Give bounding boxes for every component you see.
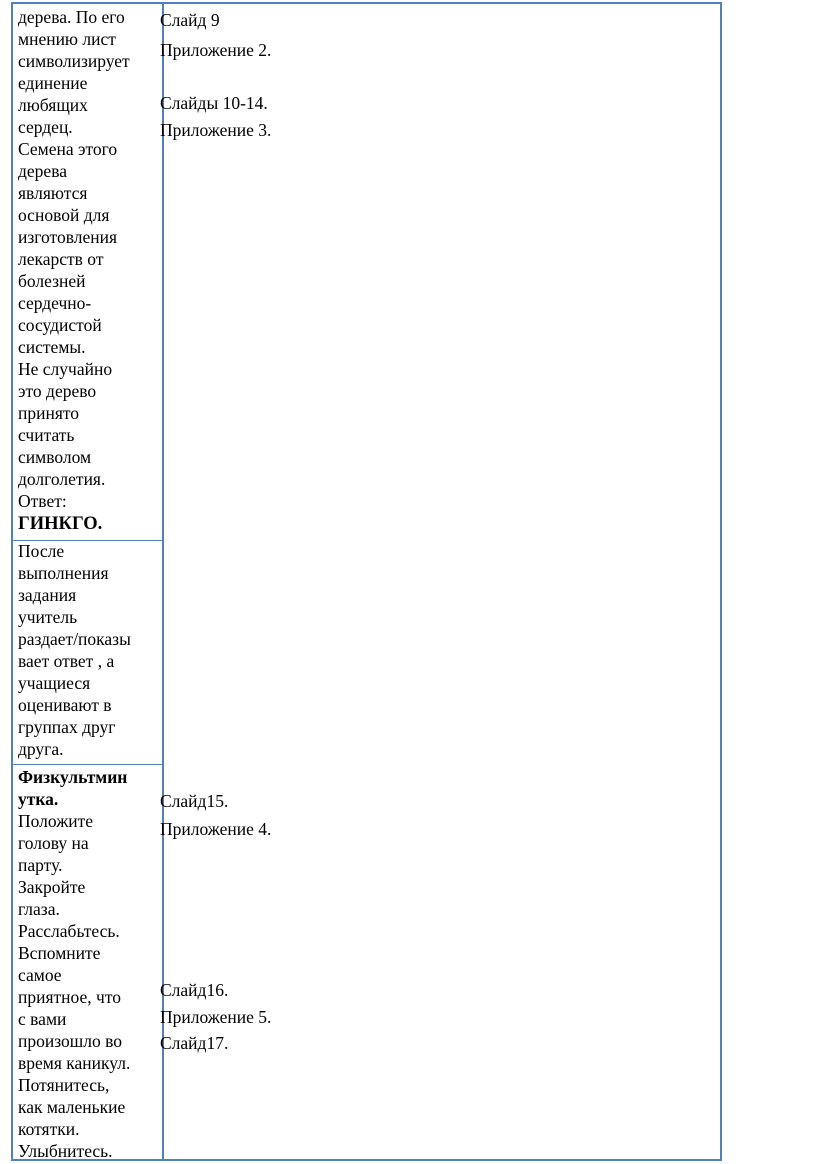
appendix-reference: Приложение 5. [160,1007,272,1027]
text-line: символизирует [18,51,130,71]
text-line: вает ответ , а [18,651,115,671]
left-text-block-1 [18,6,160,535]
text-line: Ответ: [18,491,67,511]
text-line: единение [18,73,88,93]
slide-reference: Слайд15. [160,791,229,811]
text-line: друга. [18,739,64,759]
text-line: сердечно- [18,293,92,313]
text-line: дерева [18,161,67,181]
text-line: Не случайно [18,359,113,379]
appendix-reference: Приложение 4. [160,819,272,839]
text-line: являются [18,183,88,203]
answer-text: ГИНКГО. [18,514,103,534]
text-line: время каникул. [18,1053,131,1073]
text-line: Вспомните [18,943,101,963]
row-divider-2 [13,764,162,765]
text-line: оценивают в [18,695,112,715]
text-line: учитель [18,607,78,627]
text-line: дерева. По его [18,7,125,27]
section-heading: утка. [18,789,59,809]
text-line: Закройте [18,877,86,897]
text-line: группах друг [18,717,116,737]
text-line: системы. [18,337,86,357]
text-line: Расслабьтесь. [18,921,120,941]
slide-reference: Слайды 10-14. [160,93,268,113]
text-line: как маленькие [18,1097,126,1117]
left-text-block-2 [18,540,160,760]
text-line: раздает/показы [18,629,131,649]
slide-reference: Слайд17. [160,1033,229,1053]
slide-reference: Слайд16. [160,980,229,1000]
text-line: с вами [18,1009,67,1029]
slide-reference: Слайд 9 [160,10,220,30]
text-line: самое [18,965,62,985]
text-line: произошло во [18,1031,123,1051]
text-line: Потянитесь, [18,1075,110,1095]
section-heading: Физкультмин [18,767,128,787]
text-line: голову на [18,833,89,853]
left-text-block-3 [18,766,160,1162]
text-line: это дерево [18,381,97,401]
text-line: задания [18,585,77,605]
text-line: принято [18,403,80,423]
text-line: Положите [18,811,94,831]
text-line: После [18,541,65,561]
text-line: парту. [18,855,63,875]
text-line: котятки. [18,1119,80,1139]
text-line: символом [18,447,92,467]
text-line: считать [18,425,75,445]
text-line: долголетия. [18,469,106,489]
text-line: основой для [18,205,110,225]
text-line: учащиеся [18,673,91,693]
text-line: сердец. [18,117,73,137]
text-line: лекарств от [18,249,104,269]
text-line: любящих [18,95,88,115]
text-line: Семена этого [18,139,118,159]
text-line: приятное, что [18,987,121,1007]
text-line: выполнения [18,563,109,583]
text-line: Улыбнитесь. [18,1141,113,1161]
appendix-reference: Приложение 3. [160,120,272,140]
text-line: мнению лист [18,29,116,49]
text-line: изготовления [18,227,118,247]
text-line: болезней [18,271,86,291]
lesson-table [11,2,722,1161]
text-line: глаза. [18,899,60,919]
text-line: сосудистой [18,315,102,335]
appendix-reference: Приложение 2. [160,40,272,60]
